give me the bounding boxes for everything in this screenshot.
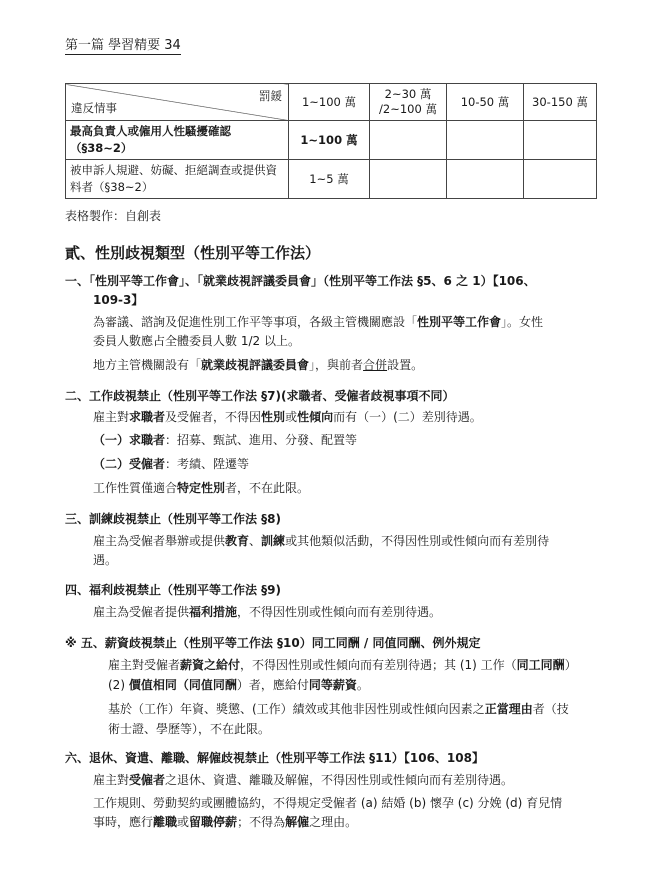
text: 工作性質僅適合 <box>93 481 178 495</box>
paragraph <box>93 356 423 375</box>
text: 訓練 <box>261 534 286 548</box>
corner-top-label: 罰鍰 <box>259 89 282 103</box>
text: 基於（工作）年資、獎懲、(工作）績效或其他非因性別或性傾向因素之 <box>108 702 485 716</box>
text: 及受僱者，不得因 <box>165 410 262 424</box>
paragraph: 遇。 <box>93 553 118 567</box>
text: ，不得因性別或性傾向而有差別待遇。 <box>237 605 442 619</box>
paragraph <box>93 479 309 498</box>
text: 事時，應行 <box>93 815 154 829</box>
text: 為審議、諮詢及促進性別工作平等事項，各級主管機關應設「 <box>93 315 418 329</box>
text: 設置。 <box>387 358 424 372</box>
text: 之退休、資遣、離職及解僱，不得因性別或性傾向而有差別待遇。 <box>165 773 514 787</box>
table-cell: 1~5 萬 <box>289 160 370 199</box>
paragraph <box>108 676 369 695</box>
text: ） <box>564 658 577 672</box>
text: 、 <box>249 534 262 548</box>
text: 而有（一）(二）差別待遇。 <box>333 410 482 424</box>
row-label: 最高負責人或僱用人性騷擾確認（§38~2） <box>66 121 289 160</box>
text: (2) <box>108 678 129 692</box>
text: 受僱者 <box>129 773 166 787</box>
paragraph <box>93 771 513 790</box>
text: 特定性別 <box>177 481 226 495</box>
text: 或其他類似活動，不得因性別或性傾向而有差別待 <box>285 534 550 548</box>
paragraph <box>93 532 549 551</box>
section-1-title: 一、「性別平等工作會」、「就業歧視評議委員會」（性別平等工作法 §5、6 之 1）【106、 <box>65 274 536 288</box>
text: 性傾向 <box>297 410 334 424</box>
text: 雇主為受僱者提供 <box>93 605 190 619</box>
table-cell <box>524 121 597 160</box>
column-header: 2~30 萬 /2~100 萬 <box>370 84 447 121</box>
column-header: 1~100 萬 <box>289 84 370 121</box>
text: 離職 <box>153 815 178 829</box>
section-1-title-cont: 109-3】 <box>93 293 144 307</box>
text: 就業歧視評議委員會 <box>201 358 310 372</box>
paragraph <box>93 313 543 332</box>
text: 雇主為受僱者舉辦或提供 <box>93 534 226 548</box>
text: 受僱者 <box>129 457 166 471</box>
paragraph <box>108 656 577 675</box>
text: 者（技 <box>532 702 569 716</box>
text: 解僱 <box>285 815 310 829</box>
paragraph: 工作規則、勞動契約或團體協約，不得規定受僱者 (a) 結婚 (b) 懷孕 (c) 分娩 (d) 育兒情 <box>93 796 563 810</box>
text: 同等薪資 <box>308 678 357 692</box>
section-4-title: 四、福利歧視禁止（性別平等工作法 §9) <box>65 583 282 597</box>
table-cell <box>447 160 524 199</box>
text: 求職者 <box>129 410 166 424</box>
section-6-title: 六、退休、資遣、離職、解僱歧視禁止（性別平等工作法 §11）【106、108】 <box>65 751 484 765</box>
text: 地方主管機關設有「 <box>93 358 202 372</box>
table-cell <box>524 160 597 199</box>
paragraph <box>93 408 482 427</box>
table-caption: 表格製作：自創表 <box>65 209 162 223</box>
table-cell <box>447 121 524 160</box>
section-2-title: 二、工作歧視禁止（性別平等工作法 §7)(求職者、受僱者歧視事項不同） <box>65 389 455 403</box>
paragraph: 委員人數應占全體委員人數 1/2 以上。 <box>93 334 300 348</box>
text: （二） <box>93 457 130 471</box>
text: 或 <box>285 410 298 424</box>
diagonal-header-cell <box>66 84 289 121</box>
text: 福利措施 <box>189 605 238 619</box>
text: 。 <box>356 678 369 692</box>
text: 教育 <box>225 534 250 548</box>
text: 求職者 <box>129 433 166 447</box>
fine-table <box>65 83 597 199</box>
table-row <box>66 121 597 160</box>
text: ）者，應給付 <box>236 678 309 692</box>
text: 雇主對 <box>93 773 130 787</box>
section-5-title: ※ 五、薪資歧視禁止（性別平等工作法 §10）同工同酬 / 同值同酬、例外規定 <box>65 636 481 650</box>
table-header-row <box>66 84 597 121</box>
text: ：考績、陞遷等 <box>165 457 250 471</box>
text: 雇主對 <box>93 410 130 424</box>
text: （一） <box>93 433 130 447</box>
paragraph <box>93 455 249 474</box>
section-3-title: 三、訓練歧視禁止（性別平等工作法 §8) <box>65 512 282 526</box>
text: 之理由。 <box>309 815 358 829</box>
row-label: 被申訴人規避、妨礙、拒絕調查或提供資料者（§38~2） <box>66 160 289 199</box>
text: 同工同酬 <box>516 658 565 672</box>
text: 性別 <box>261 410 286 424</box>
text: 留職停薪 <box>189 815 238 829</box>
page-header <box>65 34 181 53</box>
paragraph <box>93 813 357 832</box>
text: 者，不在此限。 <box>225 481 310 495</box>
paragraph <box>108 700 569 719</box>
text: ；不得為 <box>237 815 286 829</box>
section-heading: 貳、性別歧視類型（性別平等工作法） <box>65 244 321 262</box>
text: 雇主對受僱者 <box>108 658 181 672</box>
table-cell: 1~100 萬 <box>289 121 370 160</box>
text: 合併 <box>363 358 388 372</box>
text: ：招募、甄試、進用、分發、配置等 <box>165 433 358 447</box>
paragraph: 術士證、學歷等），不在此限。 <box>108 722 271 736</box>
header-text: 第一篇 學習精要 34 <box>65 38 181 53</box>
corner-bottom-label: 違反情事 <box>71 101 117 115</box>
text: 正當理由 <box>484 702 533 716</box>
table-row <box>66 160 597 199</box>
column-header: 10-50 萬 <box>447 84 524 121</box>
text: 價值相同（同值同酬 <box>128 678 237 692</box>
text: 」，與前者 <box>309 358 364 372</box>
paragraph <box>93 603 441 622</box>
paragraph <box>93 431 357 450</box>
text: 薪資之給付 <box>180 658 241 672</box>
text: 性別平等工作會 <box>417 315 502 329</box>
text: 」。女性 <box>501 315 544 329</box>
text: 或 <box>177 815 190 829</box>
column-header: 30-150 萬 <box>524 84 597 121</box>
text: ，不得因性別或性傾向而有差別待遇；其 (1) 工作（ <box>240 658 517 672</box>
table-cell <box>370 160 447 199</box>
table-cell <box>370 121 447 160</box>
